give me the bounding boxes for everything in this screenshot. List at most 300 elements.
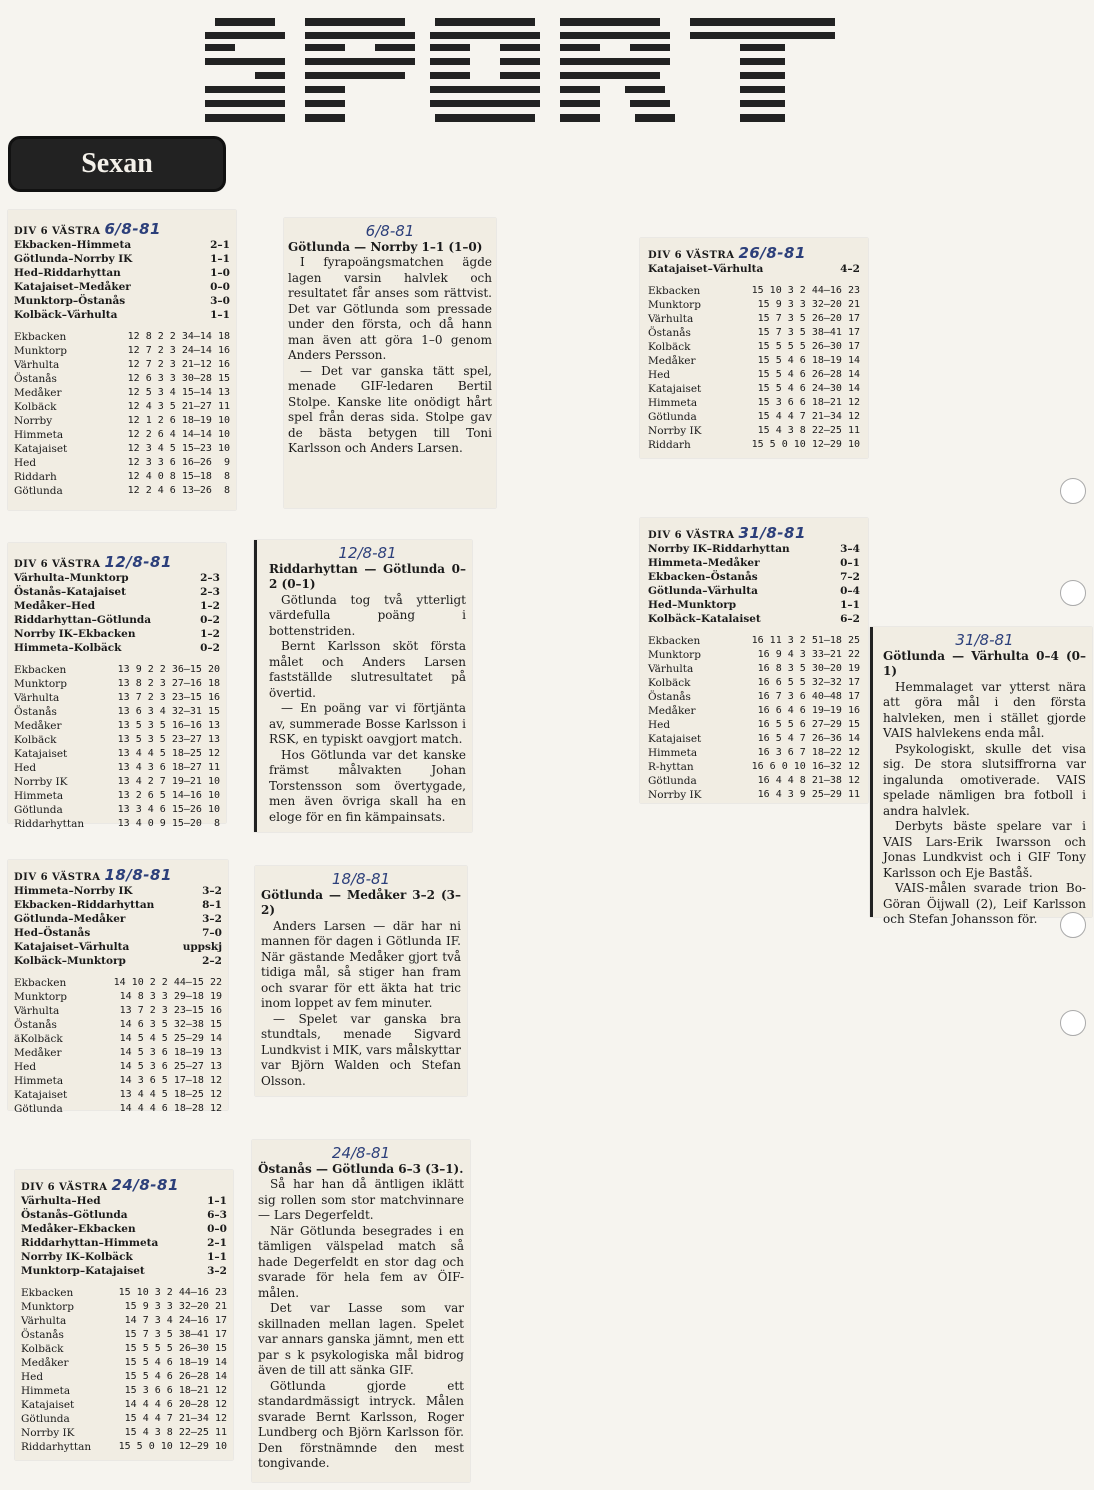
article-paragraph: VAIS-målen svarade trion Bo-Göran Öijwall (2), Leif Karlsson och Stefan Johansson för. xyxy=(883,881,1086,926)
standings-team: Värhulta xyxy=(14,692,60,704)
standings-row xyxy=(14,733,220,747)
standings-stats: 15 5 4 6 26–28 14 xyxy=(757,369,860,380)
standings-stats: 13 4 4 5 18–25 12 xyxy=(117,748,220,759)
standings-row xyxy=(14,330,230,344)
standings-team: Katajaiset xyxy=(21,1399,75,1411)
standings-table xyxy=(14,663,220,831)
standings-stats: 15 5 5 5 26–30 17 xyxy=(757,341,860,352)
standings-team: Medåker xyxy=(21,1357,69,1369)
table-div6-1808 xyxy=(8,860,228,1115)
standings-stats: 15 7 3 5 38–41 17 xyxy=(124,1329,227,1340)
standings-stats: 15 3 6 6 18–21 12 xyxy=(124,1385,227,1396)
standings-row xyxy=(14,803,220,817)
standings-team: Hed xyxy=(21,1371,44,1383)
standings-team: Götlunda xyxy=(648,775,697,787)
standings-team: Värhulta xyxy=(14,359,60,371)
standings-stats: 15 5 4 6 18–19 14 xyxy=(757,355,860,366)
result-row xyxy=(14,641,220,655)
standings-row xyxy=(14,484,230,498)
standings-team: Katajaiset xyxy=(14,748,68,760)
standings-stats: 12 2 4 6 13–26 8 xyxy=(127,485,230,496)
result-score: 0–1 xyxy=(840,557,860,569)
result-score: 2–1 xyxy=(210,239,230,251)
result-score: 3–2 xyxy=(202,885,222,897)
result-row xyxy=(14,940,222,954)
standings-team: R-hyttan xyxy=(648,761,694,773)
standings-stats: 13 7 2 3 23–15 16 xyxy=(119,1005,222,1016)
standings-team: Katajaiset xyxy=(648,733,702,745)
result-score: 2–3 xyxy=(200,586,220,598)
standings-row xyxy=(21,1300,227,1314)
standings-stats: 15 4 3 8 22–25 11 xyxy=(124,1427,227,1438)
standings-stats: 12 4 0 8 15–18 8 xyxy=(127,471,230,482)
article-riddarhyttan-gotlunda xyxy=(254,540,472,832)
standings-stats: 12 7 2 3 24–14 16 xyxy=(127,345,230,356)
result-match: Katajaiset–Värhulta xyxy=(14,941,130,953)
section-label-sexan: Sexan xyxy=(8,136,226,192)
standings-row xyxy=(14,761,220,775)
standings-team: Hed xyxy=(648,369,671,381)
table-div6-2408 xyxy=(15,1170,233,1460)
result-row xyxy=(14,954,222,968)
standings-row xyxy=(21,1286,227,1300)
standings-team: Hed xyxy=(14,457,37,469)
result-match: Riddarhyttan–Götlunda xyxy=(14,614,152,626)
standings-stats: 13 2 6 5 14–16 10 xyxy=(117,790,220,801)
standings-stats: 14 4 4 6 20–28 12 xyxy=(124,1399,227,1410)
result-match: Medåker–Ekbacken xyxy=(21,1223,136,1235)
result-score: 3–2 xyxy=(207,1265,227,1277)
result-score: 1–1 xyxy=(207,1195,227,1207)
standings-stats: 15 7 3 5 26–20 17 xyxy=(757,313,860,324)
standings-table xyxy=(648,284,860,452)
result-match: Östanås–Götlunda xyxy=(21,1209,128,1221)
binder-hole xyxy=(1060,912,1086,938)
result-row xyxy=(21,1208,227,1222)
result-score: 0–0 xyxy=(210,281,230,293)
standings-stats: 15 5 0 10 12–29 10 xyxy=(751,439,860,450)
standings-stats: 15 10 3 2 44–16 23 xyxy=(751,285,860,296)
standings-team: Hed xyxy=(648,719,671,731)
result-score: 4–2 xyxy=(840,263,860,275)
article-paragraph: Så har han då äntligen iklätt sig rollen som stor matchvinnare — Lars Degerfeldt. xyxy=(258,1177,464,1222)
result-score: 1–2 xyxy=(200,600,220,612)
result-score: 1–2 xyxy=(200,628,220,640)
result-match: Östanås–Katajaiset xyxy=(14,586,126,598)
article-title: Östanås — Götlunda 6–3 (3–1). xyxy=(258,1161,464,1176)
standings-team: Östanås xyxy=(648,691,691,703)
result-match: Götlunda–Värhulta xyxy=(648,585,758,597)
standings-stats: 16 3 6 7 18–22 12 xyxy=(757,747,860,758)
standings-stats: 14 3 6 5 17–18 12 xyxy=(119,1075,222,1086)
standings-stats: 13 4 4 5 18–25 12 xyxy=(119,1089,222,1100)
standings-row xyxy=(14,442,230,456)
table-header xyxy=(648,524,860,542)
result-row xyxy=(21,1194,227,1208)
standings-row xyxy=(648,368,860,382)
standings-row xyxy=(14,358,230,372)
result-match: Ekbacken–Riddarhyttan xyxy=(14,899,155,911)
standings-team: Norrby IK xyxy=(648,789,702,801)
standings-row xyxy=(14,677,220,691)
standings-row xyxy=(14,1060,222,1074)
result-score: 2–3 xyxy=(200,572,220,584)
standings-row xyxy=(14,428,230,442)
result-row xyxy=(14,599,220,613)
standings-row xyxy=(14,775,220,789)
standings-row xyxy=(648,340,860,354)
result-match: Hed–Östanås xyxy=(14,927,91,939)
article-paragraph: Götlunda gjorde ett standardmässigt intryck. Målen svarade Bernt Karlsson, Roger Lundberg och Björn Karlsson för. Den förstnämnde den mest tongivande. xyxy=(258,1378,464,1470)
article-paragraph: — Spelet var ganska bra stundtals, menade Sigvard Lundkvist i MIK, vars målskyttar var Björn Walden och Stefan Olsson. xyxy=(261,1011,461,1088)
handwritten-date: 12/8-81 xyxy=(338,544,397,562)
standings-stats: 15 5 0 10 12–29 10 xyxy=(118,1441,227,1452)
table-div6-0608 xyxy=(8,210,236,510)
result-row xyxy=(21,1236,227,1250)
handwritten-date: 18/8-81 xyxy=(104,866,172,884)
standings-stats: 12 4 3 5 21–27 11 xyxy=(127,401,230,412)
standings-stats: 16 5 4 7 26–36 14 xyxy=(757,733,860,744)
standings-row xyxy=(14,386,230,400)
result-row xyxy=(14,280,230,294)
result-score: 3–0 xyxy=(210,295,230,307)
standings-team: Riddarh xyxy=(14,471,57,483)
result-match: Norrby IK–Ekbacken xyxy=(14,628,136,640)
standings-row xyxy=(14,372,230,386)
result-score: 0–2 xyxy=(200,614,220,626)
article-title: Götlunda — Norrby 1–1 (1–0) xyxy=(288,239,483,254)
standings-team: Götlunda xyxy=(14,804,63,816)
standings-table xyxy=(14,976,222,1116)
standings-team: Kolbäck xyxy=(14,401,57,413)
standings-team: Värhulta xyxy=(648,663,694,675)
standings-stats: 16 4 3 9 25–29 11 xyxy=(757,789,860,800)
standings-stats: 15 5 4 6 24–30 14 xyxy=(757,383,860,394)
standings-team: Katajaiset xyxy=(648,383,702,395)
result-match: Katajaiset–Värhulta xyxy=(648,263,764,275)
table-title: DIV 6 VÄSTRA xyxy=(14,872,101,883)
standings-stats: 13 4 2 7 19–21 10 xyxy=(117,776,220,787)
table-header xyxy=(14,866,222,884)
table-div6-2608 xyxy=(640,238,868,458)
standings-stats: 15 9 3 3 32–20 21 xyxy=(757,299,860,310)
table-title: DIV 6 VÄSTRA xyxy=(14,226,101,237)
standings-team: Östanås xyxy=(648,327,691,339)
standings-stats: 12 1 2 6 18–19 10 xyxy=(127,415,230,426)
result-row xyxy=(648,612,860,626)
standings-row xyxy=(14,400,230,414)
result-match: Riddarhyttan–Himmeta xyxy=(21,1237,159,1249)
article-paragraph: Anders Larsen — där har ni mannen för dagen i Götlunda IF. När gästande Medåker gjort två tidiga mål, så stiger han fram och svarar för ett äkta hat tric inom loppet av fem minuter. xyxy=(261,918,461,1010)
standings-team: Götlunda xyxy=(14,485,63,497)
standings-team: Götlunda xyxy=(648,411,697,423)
result-row xyxy=(14,926,222,940)
handwritten-date: 31/8-81 xyxy=(955,631,1014,649)
result-row xyxy=(14,294,230,308)
handwritten-date: 6/8-81 xyxy=(104,220,161,238)
table-title: DIV 6 VÄSTRA xyxy=(648,250,735,261)
standings-row xyxy=(648,354,860,368)
article-gotlunda-varhulta xyxy=(870,627,1092,926)
standings-team: äKolbäck xyxy=(14,1033,63,1045)
handwritten-date: 31/8-81 xyxy=(738,524,806,542)
result-score: 0–2 xyxy=(200,642,220,654)
standings-team: Katajaiset xyxy=(14,443,68,455)
standings-row xyxy=(14,1102,222,1116)
standings-row xyxy=(21,1426,227,1440)
standings-stats: 15 4 3 8 22–25 11 xyxy=(757,425,860,436)
article-paragraph: Det var Lasse som var skillnaden mellan lagen. Spelet var annars ganska jämnt, men ett par s k psykologiska mål bidrog även de till att sänka GIF. xyxy=(258,1301,464,1377)
table-div6-1208 xyxy=(8,543,226,830)
standings-stats: 14 6 3 5 32–38 15 xyxy=(119,1019,222,1030)
standings-row xyxy=(648,312,860,326)
standings-stats: 15 9 3 3 32–20 21 xyxy=(124,1301,227,1312)
standings-team: Kolbäck xyxy=(648,677,691,689)
standings-stats: 12 2 6 4 14–14 10 xyxy=(127,429,230,440)
standings-row xyxy=(21,1398,227,1412)
result-row xyxy=(14,571,220,585)
standings-stats: 16 4 4 8 21–38 12 xyxy=(757,775,860,786)
standings-table xyxy=(648,634,860,802)
standings-row xyxy=(14,663,220,677)
result-match: Katajaiset–Medåker xyxy=(14,281,131,293)
result-row xyxy=(14,308,230,322)
article-paragraph: Hos Götlunda var det kanske främst målvakten Johan Torstensson som övertygade, men även övriga skall ha en eloge för en fin kämpainsats. xyxy=(269,747,466,824)
standings-team: Munktorp xyxy=(21,1301,74,1313)
standings-row xyxy=(14,414,230,428)
sport-masthead xyxy=(205,8,835,133)
result-match: Norrby IK–Kolbäck xyxy=(21,1251,133,1263)
standings-team: Götlunda xyxy=(21,1413,70,1425)
standings-row xyxy=(648,788,860,802)
result-match: Ekbacken–Östanås xyxy=(648,571,758,583)
standings-row xyxy=(14,344,230,358)
standings-stats: 15 4 4 7 21–34 12 xyxy=(757,411,860,422)
result-row xyxy=(14,884,222,898)
result-row xyxy=(648,584,860,598)
article-paragraph: Derbyts bäste spelare var i VAIS Lars-Erik Iwarsson och Jonas Lundkvist och i GIF Tony Karlsson och Eje Baståš. xyxy=(883,819,1086,880)
result-score: 2–2 xyxy=(202,955,222,967)
standings-stats: 13 5 3 5 23–27 13 xyxy=(117,734,220,745)
table-header xyxy=(14,553,220,571)
result-match: Himmeta–Norrby IK xyxy=(14,885,133,897)
standings-stats: 15 3 6 6 18–21 12 xyxy=(757,397,860,408)
standings-row xyxy=(648,648,860,662)
standings-team: Östanås xyxy=(14,1019,57,1031)
standings-stats: 15 5 4 6 26–28 14 xyxy=(124,1371,227,1382)
standings-stats: 13 7 2 3 23–15 16 xyxy=(117,692,220,703)
standings-team: Norrby IK xyxy=(14,776,68,788)
standings-stats: 15 10 3 2 44–16 23 xyxy=(118,1287,227,1298)
result-row xyxy=(21,1222,227,1236)
standings-stats: 12 5 3 4 15–14 13 xyxy=(127,387,230,398)
standings-row xyxy=(648,438,860,452)
result-row xyxy=(14,627,220,641)
standings-team: Norrby xyxy=(14,415,53,427)
article-ostanas-gotlunda xyxy=(252,1140,470,1482)
result-row xyxy=(21,1264,227,1278)
standings-stats: 16 9 4 3 33–21 22 xyxy=(757,649,860,660)
result-row xyxy=(14,898,222,912)
standings-stats: 16 6 4 6 19–19 16 xyxy=(757,705,860,716)
article-title: Götlunda — Medåker 3–2 (3–2) xyxy=(261,887,461,917)
article-paragraph: Bernt Karlsson sköt första målet och Anders Larsen fastställde slutresultatet på övertid. xyxy=(269,639,466,700)
standings-row xyxy=(648,774,860,788)
standings-stats: 13 9 2 2 36–15 20 xyxy=(117,664,220,675)
result-score: 0–4 xyxy=(840,585,860,597)
standings-team: Medåker xyxy=(648,355,696,367)
standings-stats: 16 7 3 6 40–48 17 xyxy=(757,691,860,702)
standings-row xyxy=(648,662,860,676)
standings-row xyxy=(648,732,860,746)
standings-row xyxy=(648,718,860,732)
standings-stats: 13 5 3 5 16–16 13 xyxy=(117,720,220,731)
standings-stats: 16 5 5 6 27–29 15 xyxy=(757,719,860,730)
standings-row xyxy=(648,284,860,298)
result-row xyxy=(14,613,220,627)
standings-stats: 12 3 3 6 16–26 9 xyxy=(127,457,230,468)
standings-row xyxy=(21,1328,227,1342)
standings-stats: 16 11 3 2 51–18 25 xyxy=(751,635,860,646)
result-match: Medåker–Hed xyxy=(14,600,96,612)
standings-team: Ekbacken xyxy=(648,635,701,647)
standings-row xyxy=(14,705,220,719)
standings-stats: 14 8 3 3 29–18 19 xyxy=(119,991,222,1002)
standings-row xyxy=(648,410,860,424)
result-match: Värhulta–Munktorp xyxy=(14,572,129,584)
standings-team: Norrby IK xyxy=(21,1427,75,1439)
table-div6-3108 xyxy=(640,518,868,803)
article-paragraph: — En poäng var vi förtjänta av, summerade Bosse Karlsson i RSK, en typiskt oavgjort match. xyxy=(269,701,466,746)
standings-stats: 15 4 4 7 21–34 12 xyxy=(124,1413,227,1424)
standings-stats: 14 10 2 2 44–15 22 xyxy=(113,977,222,988)
standings-row xyxy=(14,789,220,803)
standings-team: Östanås xyxy=(21,1329,64,1341)
result-match: Götlunda–Medåker xyxy=(14,913,126,925)
standings-row xyxy=(21,1370,227,1384)
result-row xyxy=(21,1250,227,1264)
standings-team: Munktorp xyxy=(14,991,67,1003)
standings-row xyxy=(14,1004,222,1018)
result-match: Himmeta–Medåker xyxy=(648,557,760,569)
result-match: Himmeta–Kolbäck xyxy=(14,642,122,654)
standings-stats: 16 6 5 5 32–32 17 xyxy=(757,677,860,688)
standings-row xyxy=(21,1412,227,1426)
handwritten-date: 12/8-81 xyxy=(104,553,172,571)
standings-team: Hed xyxy=(14,1061,37,1073)
result-score: 7–2 xyxy=(840,571,860,583)
standings-row xyxy=(648,690,860,704)
standings-team: Himmeta xyxy=(648,397,698,409)
result-row xyxy=(14,585,220,599)
article-title: Götlunda — Värhulta 0–4 (0–1) xyxy=(883,648,1086,678)
standings-row xyxy=(648,396,860,410)
standings-stats: 15 5 5 5 26–30 15 xyxy=(124,1343,227,1354)
standings-row xyxy=(648,326,860,340)
table-header xyxy=(21,1176,227,1194)
result-score: 1–1 xyxy=(840,599,860,611)
result-match: Munktorp–Katajaiset xyxy=(21,1265,145,1277)
article-paragraph: I fyrapoängsmatchen ägde lagen varsin halvlek och resultatet får anses som rättvist. Det var Götlunda som pressade under den första, och då hann man även att göra 1–0 genom Anders Persson. xyxy=(288,255,492,362)
standings-team: Norrby IK xyxy=(648,425,702,437)
handwritten-date: 24/8-81 xyxy=(111,1176,179,1194)
result-match: Värhulta–Hed xyxy=(21,1195,101,1207)
result-row xyxy=(14,912,222,926)
standings-row xyxy=(648,298,860,312)
binder-hole xyxy=(1060,1010,1086,1036)
table-title: DIV 6 VÄSTRA xyxy=(21,1182,108,1193)
standings-stats: 14 5 3 6 18–19 13 xyxy=(119,1047,222,1058)
standings-stats: 13 4 3 6 18–27 11 xyxy=(117,762,220,773)
handwritten-date: 26/8-81 xyxy=(738,244,806,262)
result-match: Norrby IK–Riddarhyttan xyxy=(648,543,790,555)
standings-row xyxy=(14,747,220,761)
standings-stats: 15 5 4 6 18–19 14 xyxy=(124,1357,227,1368)
standings-team: Himmeta xyxy=(14,429,64,441)
binder-hole xyxy=(1060,478,1086,504)
table-header xyxy=(648,244,860,262)
standings-row xyxy=(14,1032,222,1046)
result-match: Kolbäck–Munktorp xyxy=(14,955,126,967)
standings-team: Himmeta xyxy=(14,790,64,802)
result-row xyxy=(648,556,860,570)
standings-row xyxy=(21,1314,227,1328)
standings-team: Östanås xyxy=(14,706,57,718)
standings-row xyxy=(648,704,860,718)
standings-row xyxy=(21,1440,227,1454)
standings-row xyxy=(14,719,220,733)
standings-stats: 14 5 3 6 25–27 13 xyxy=(119,1061,222,1072)
standings-row xyxy=(648,634,860,648)
result-match: Hed–Munktorp xyxy=(648,599,737,611)
standings-stats: 13 4 0 9 15–20 8 xyxy=(117,818,220,829)
article-gotlunda-norrby xyxy=(284,218,496,508)
handwritten-date: 18/8-81 xyxy=(331,870,391,888)
standings-stats: 13 6 3 4 32–31 15 xyxy=(117,706,220,717)
result-match: Kolbäck–Värhulta xyxy=(14,309,118,321)
result-score: 3–2 xyxy=(202,913,222,925)
standings-row xyxy=(14,817,220,831)
standings-row xyxy=(648,746,860,760)
standings-row xyxy=(14,1088,222,1102)
standings-stats: 16 8 3 5 30–20 19 xyxy=(757,663,860,674)
article-gotlunda-medaker xyxy=(255,866,467,1096)
standings-team: Värhulta xyxy=(648,313,694,325)
standings-stats: 12 6 3 3 30–28 15 xyxy=(127,373,230,384)
article-paragraph: När Götlunda besegrades i en tämligen välspelad match så hade Degerfeldt en stor dag och svarade för hela fem av ÖIF-målen. xyxy=(258,1223,464,1300)
article-paragraph: Psykologiskt, skulle det visa sig. De stora slutsiffrorna var ingalunda omotiverade. VAIS spelade nämligen bra fotboll i andra halvlek. xyxy=(883,741,1086,818)
standings-team: Ekbacken xyxy=(21,1287,74,1299)
standings-stats: 13 8 2 3 27–16 18 xyxy=(117,678,220,689)
standings-team: Medåker xyxy=(14,720,62,732)
handwritten-date: 24/8-81 xyxy=(331,1144,391,1162)
standings-team: Himmeta xyxy=(21,1385,71,1397)
standings-row xyxy=(14,1018,222,1032)
standings-row xyxy=(21,1384,227,1398)
standings-team: Riddarhyttan xyxy=(14,818,85,830)
result-match: Götlunda–Norrby IK xyxy=(14,253,133,265)
result-score: 2–1 xyxy=(207,1237,227,1249)
standings-team: Östanås xyxy=(14,373,57,385)
result-score: 3–4 xyxy=(840,543,860,555)
standings-row xyxy=(14,1074,222,1088)
result-score: 1–1 xyxy=(210,309,230,321)
standings-team: Munktorp xyxy=(648,649,701,661)
standings-team: Himmeta xyxy=(648,747,698,759)
result-score: 1–0 xyxy=(210,267,230,279)
standings-stats: 14 4 4 6 18–28 12 xyxy=(119,1103,222,1114)
article-paragraph: — Det var ganska tätt spel, menade GIF-ledaren Bertil Stolpe. Kanske lite onödigt hårt spel från deras sida. Stolpe gav de bästa betygen till Toni Karlsson och Anders Larsen. xyxy=(288,363,492,455)
